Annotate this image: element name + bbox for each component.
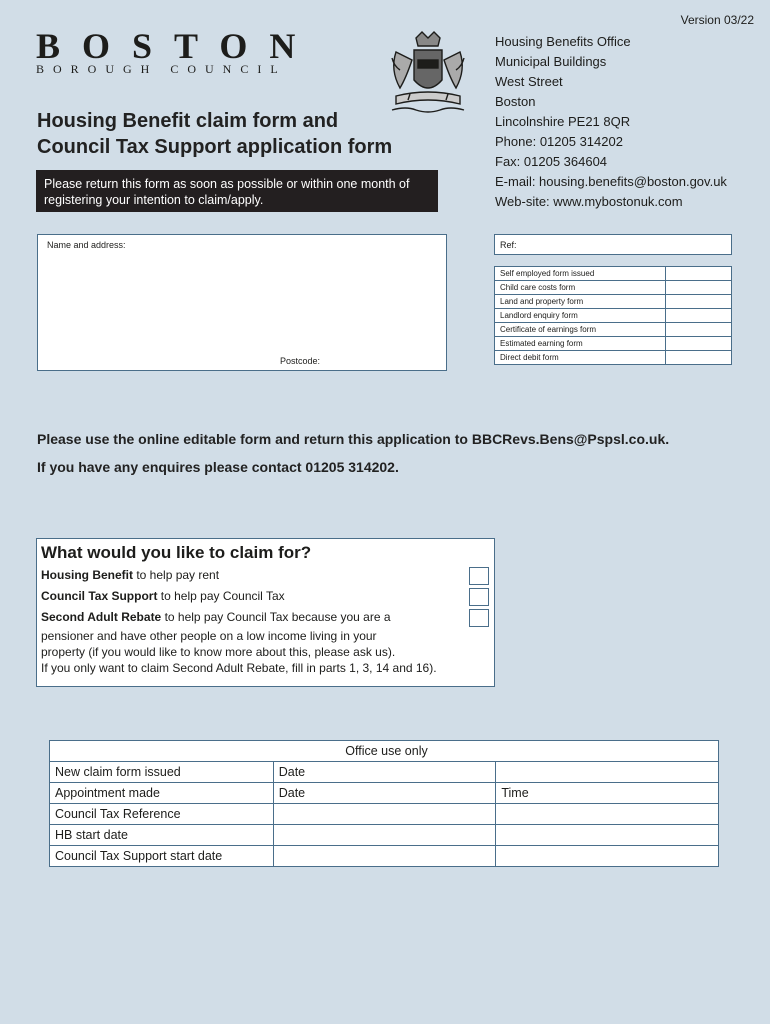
table-row — [50, 783, 719, 804]
postcode-label: Postcode: — [280, 356, 321, 366]
online-form-instructions — [37, 425, 669, 481]
table-row — [50, 762, 719, 783]
table-cell: Appointment made — [50, 783, 274, 804]
form-value-cell[interactable] — [666, 337, 732, 351]
claim-option-desc: to help pay Council Tax — [157, 589, 285, 603]
table-cell: HB start date — [50, 825, 274, 846]
phone-line: Phone: 01205 314202 — [495, 134, 623, 149]
table-cell[interactable] — [496, 846, 719, 867]
form-label: Child care costs form — [495, 281, 666, 295]
form-title-line1: Housing Benefit claim form and — [37, 110, 339, 132]
table-row — [50, 825, 719, 846]
coat-of-arms-icon — [386, 30, 470, 114]
housing-benefit-checkbox[interactable] — [469, 567, 489, 585]
version-label: Version 03/22 — [680, 13, 754, 27]
claim-option-council-tax-support — [41, 586, 494, 607]
table-cell: New claim form issued — [50, 762, 274, 783]
form-value-cell[interactable] — [666, 281, 732, 295]
name-address-field[interactable] — [37, 234, 447, 371]
claim-type-section — [36, 538, 495, 687]
council-logo-subtitle: BOROUGH COUNCIL — [36, 62, 287, 76]
table-row — [50, 846, 719, 867]
second-adult-rebate-note — [41, 628, 494, 676]
table-row — [495, 295, 732, 309]
council-logo-wordmark: BOSTON — [36, 26, 318, 66]
note-line: property (if you would like to know more about this, please ask us). — [41, 645, 396, 659]
name-address-label: Name and address: — [47, 240, 126, 250]
form-label: Landlord enquiry form — [495, 309, 666, 323]
address-line: Boston — [495, 94, 536, 109]
address-line: Lincolnshire PE21 8QR — [495, 114, 631, 129]
second-adult-rebate-checkbox[interactable] — [469, 609, 489, 627]
office-use-header: Office use only — [50, 741, 719, 762]
claim-option-name: Second Adult Rebate — [41, 610, 162, 624]
form-title — [37, 108, 392, 160]
claim-heading: What would you like to claim for? — [41, 543, 312, 562]
table-row — [50, 804, 719, 825]
table-cell[interactable]: Date — [273, 762, 496, 783]
claim-option-desc: to help pay Council Tax because you are a — [161, 610, 391, 624]
office-use-table — [49, 740, 719, 867]
ref-label: Ref: — [500, 240, 517, 250]
form-title-line2: Council Tax Support application form — [37, 136, 393, 158]
website-line: Web-site: www.mybostonuk.com — [495, 194, 683, 209]
address-line: West Street — [495, 74, 563, 89]
table-cell[interactable] — [273, 825, 496, 846]
claim-option-name: Council Tax Support — [41, 589, 158, 603]
table-row — [495, 351, 732, 365]
form-value-cell[interactable] — [666, 351, 732, 365]
email-line: E-mail: housing.benefits@boston.gov.uk — [495, 174, 727, 189]
table-cell[interactable]: Date — [273, 783, 496, 804]
council-tax-support-checkbox[interactable] — [469, 588, 489, 606]
forms-issued-table — [494, 266, 732, 365]
table-row — [495, 309, 732, 323]
table-row — [50, 741, 719, 762]
office-address — [495, 32, 727, 212]
table-row — [495, 337, 732, 351]
return-notice-line2: registering your intention to claim/apply. — [44, 193, 264, 207]
claim-option-second-adult-rebate — [41, 607, 494, 628]
return-notice-line1: Please return this form as soon as possible or within one month of — [44, 177, 410, 191]
note-line: pensioner and have other people on a low income living in your — [41, 629, 377, 643]
table-cell: Council Tax Reference — [50, 804, 274, 825]
table-row — [495, 281, 732, 295]
claim-option-name: Housing Benefit — [41, 568, 133, 582]
table-row — [495, 267, 732, 281]
table-cell[interactable] — [496, 825, 719, 846]
online-instruction-line1: Please use the online editable form and return this application to BBCRevs.Bens@Pspsl.co.uk. — [37, 431, 670, 447]
online-instruction-line2: If you have any enquires please contact 01205 314202. — [37, 459, 399, 475]
table-cell[interactable] — [273, 846, 496, 867]
form-value-cell[interactable] — [666, 323, 732, 337]
table-cell[interactable] — [496, 804, 719, 825]
claim-option-housing-benefit — [41, 565, 494, 586]
form-value-cell[interactable] — [666, 267, 732, 281]
return-notice — [36, 170, 438, 212]
form-value-cell[interactable] — [666, 295, 732, 309]
table-cell[interactable] — [273, 804, 496, 825]
form-label: Estimated earning form — [495, 337, 666, 351]
table-row — [495, 323, 732, 337]
claim-option-desc: to help pay rent — [133, 568, 220, 582]
form-value-cell[interactable] — [666, 309, 732, 323]
table-cell: Council Tax Support start date — [50, 846, 274, 867]
form-label: Direct debit form — [495, 351, 666, 365]
address-line: Municipal Buildings — [495, 54, 607, 69]
form-label: Self employed form issued — [495, 267, 666, 281]
note-line: If you only want to claim Second Adult Rebate, fill in parts 1, 3, 14 and 16). — [41, 661, 437, 675]
table-cell[interactable]: Time — [496, 783, 719, 804]
fax-line: Fax: 01205 364604 — [495, 154, 608, 169]
table-cell[interactable] — [496, 762, 719, 783]
form-label: Land and property form — [495, 295, 666, 309]
ref-field[interactable] — [494, 234, 732, 255]
address-line: Housing Benefits Office — [495, 34, 631, 49]
form-label: Certificate of earnings form — [495, 323, 666, 337]
